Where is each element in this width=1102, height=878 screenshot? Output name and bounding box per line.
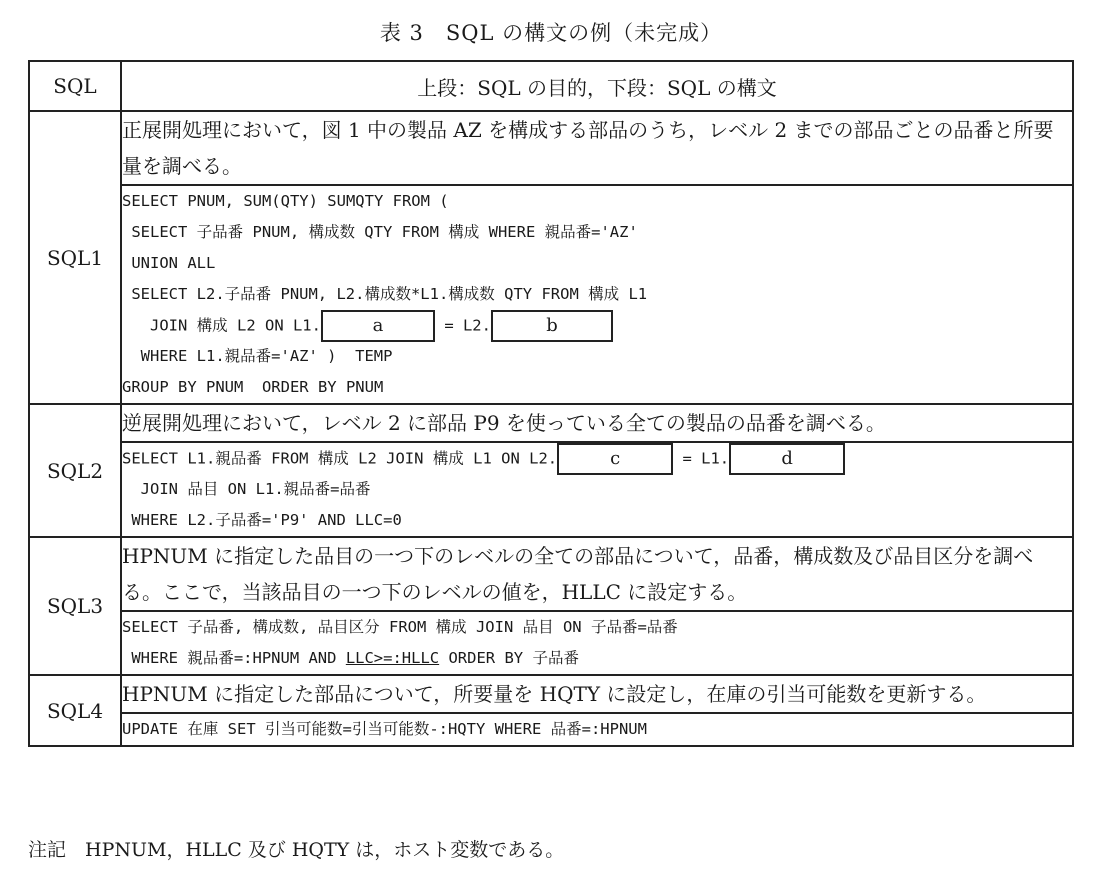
blank-c: c [557,443,673,475]
sql3-label: SQL3 [29,537,121,675]
code-line: JOIN 品目 ON L1.親品番=品番 [122,480,371,498]
blank-b: b [491,310,613,342]
code-line [122,310,1072,341]
code-line: GROUP BY PNUM ORDER BY PNUM [122,378,384,396]
code-segment: = L1. [673,449,730,468]
underlined-condition: LLC>=:HLLC [345,649,440,667]
sql3-purpose-row [29,537,1073,611]
code-segment: ORDER BY 子品番 [439,649,579,667]
table-title: 表 3 SQL の構文の例（未完成） [379,21,723,45]
code-line: UNION ALL [122,254,216,272]
code-segment: JOIN 構成 L2 ON L1. [122,316,321,335]
blank-d: d [729,443,845,475]
code-line [122,643,1072,674]
code-line: UPDATE 在庫 SET 引当可能数=引当可能数-:HQTY WHERE 品番=:HPNUM [122,720,647,738]
blank-a: a [321,310,435,342]
code-line [122,443,1072,474]
sql1-purpose-row [29,111,1073,185]
sql1-label: SQL1 [29,111,121,404]
sql3-syntax-row [29,611,1073,675]
sql1-purpose: 正展開処理において，図 1 中の製品 AZ を構成する部品のうち，レベル 2 までの部品ごとの品番と所要量を調べる。 [121,111,1073,185]
header-row [29,61,1073,111]
code-line: WHERE L2.子品番='P9' AND LLC=0 [122,511,402,529]
sql-table [28,60,1074,747]
sql3-purpose: HPNUM に指定した品目の一つ下のレベルの全ての部品について，品番，構成数及び品目区分を調べる。ここで，当該品目の一つ下のレベルの値を，HLLC に設定する。 [121,537,1073,611]
sql4-purpose: HPNUM に指定した部品について，所要量を HQTY に設定し，在庫の引当可能数を更新する。 [121,675,1073,713]
code-line: SELECT 子品番 PNUM, 構成数 QTY FROM 構成 WHERE 親品番='AZ' [122,223,638,241]
sql4-purpose-row [29,675,1073,713]
code-line: SELECT 子品番, 構成数, 品目区分 FROM 構成 JOIN 品目 ON 子品番=品番 [122,618,678,636]
sql2-purpose: 逆展開処理において，レベル 2 に部品 P9 を使っている全ての製品の品番を調べる。 [121,404,1073,442]
code-segment: SELECT L1.親品番 FROM 構成 L2 JOIN 構成 L1 ON L2. [122,449,558,468]
sql2-syntax-row [29,442,1073,537]
code-line: SELECT PNUM, SUM(QTY) SUMQTY FROM ( [122,192,449,210]
sql3-syntax [121,611,1073,675]
code-segment: WHERE 親品番=:HPNUM AND [122,649,346,667]
header-sql: SQL [29,61,121,111]
footnote: 注記 HPNUM，HLLC 及び HQTY は，ホスト変数である。 [28,839,565,861]
sql4-syntax [121,713,1073,746]
code-line: SELECT L2.子品番 PNUM, L2.構成数*L1.構成数 QTY FROM 構成 L1 [122,285,648,303]
sql2-syntax [121,442,1073,537]
sql1-syntax [121,185,1073,404]
sql2-purpose-row [29,404,1073,442]
sql2-label: SQL2 [29,404,121,537]
header-description: 上段：SQL の目的，下段：SQL の構文 [121,61,1073,111]
sql4-syntax-row [29,713,1073,746]
sql4-label: SQL4 [29,675,121,746]
code-line: WHERE L1.親品番='AZ' ) TEMP [122,347,393,365]
sql1-syntax-row [29,185,1073,404]
code-segment: = L2. [434,316,491,335]
